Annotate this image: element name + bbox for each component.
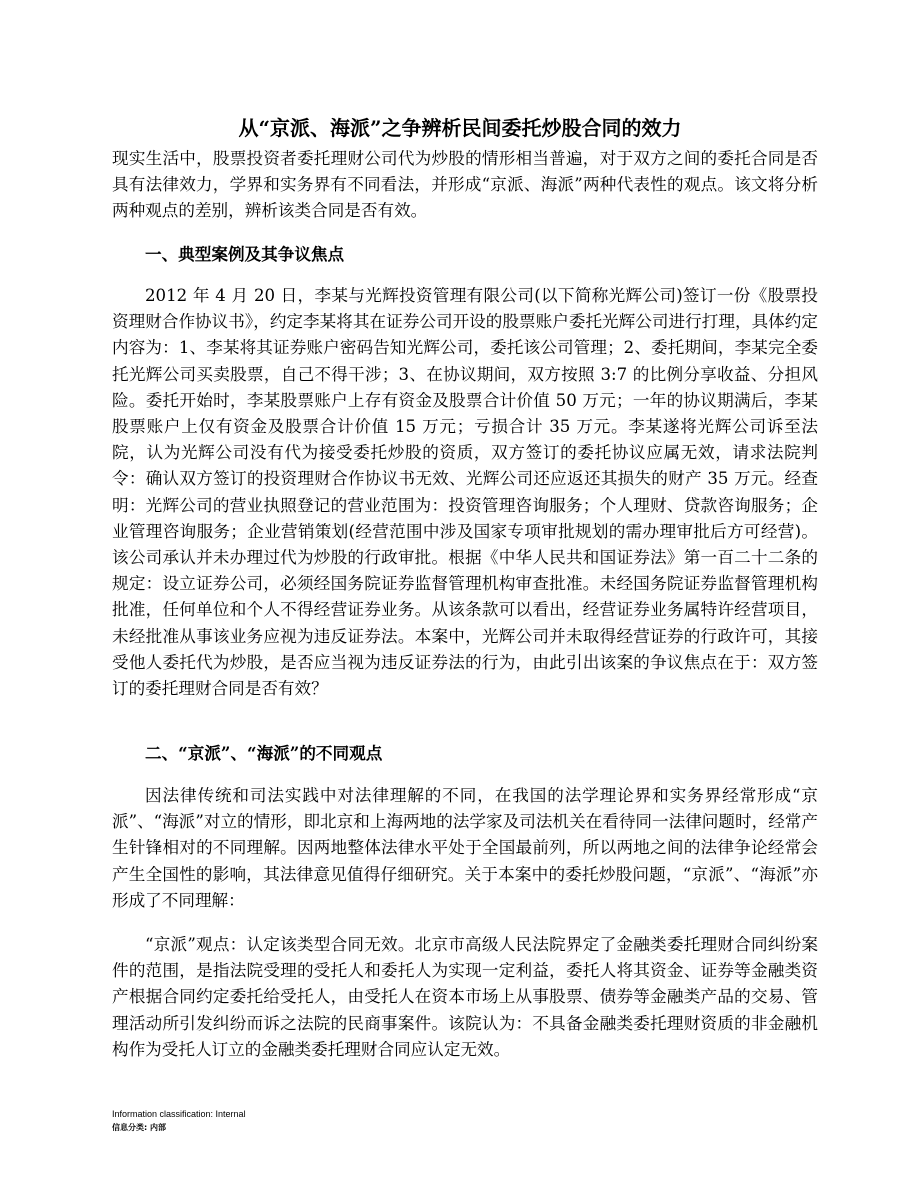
section-heading-2: 二、“京派”、“海派”的不同观点 <box>145 743 383 763</box>
intro-paragraph: 现实生活中，股票投资者委托理财公司代为炒股的情形相当普遍，对于双方之间的委托合同是否具有法律效力，学界和实务界有不同看法，并形成“京派、海派”两种代表性的观点。该文将分析两种观点的差别，辨析该类合同是否有效。 <box>112 149 818 221</box>
section-1-paragraph: 2012 年 4 月 20 日，李某与光辉投资管理有限公司(以下简称光辉公司)签订一份《股票投资理财合作协议书》，约定李某将其在证券公司开设的股票账户委托光辉公司进行打理，具体约定内容为：1、李某将其证券账户密码告知光辉公司，委托该公司管理；2、委托期间，李某完全委托光辉公司买卖股票，自己不得干涉；3、在协议期间，双方按照 3:7 的比例分享收益、分担风险。委托开始时，李某股票账户上存有资金及股票合计价值 50 万元；一年的协议期满后，李某股票账户上仅有资金及股票合计价值 15 万元；亏损合计 35 万元。李某遂将光辉公司诉至法院，认为光辉公司没有代为接受委托炒股的资质，双方签订的委托协议应属无效，请求法院判令：确认双方签订的投资理财合作协议书无效、光辉公司还应返还其损失的财产 35 万元。经查明：光辉公司的营业执照登记的营业范围为：投资管理咨询服务；个人理财、贷款咨询服务；企业管理咨询服务；企业营销策划(经营范围中涉及国家专项审批规划的需办理审批后方可经营)。该公司承认并未办理过代为炒股的行政审批。根据《中华人民共和国证券法》第一百二十二条的规定：设立证券公司，必须经国务院证券监督管理机构审查批准。未经国务院证券监督管理机构批准，任何单位和个人不得经营证券业务。从该条款可以看出，经营证券业务属特许经营项目，未经批准从事该业务应视为违反证券法。本案中，光辉公司并未取得经营证券的行政许可，其接受他人委托代为炒股，是否应当视为违反证券法的行为，由此引出该案的争议焦点在于：双方签订的委托理财合同是否有效？ <box>112 286 818 699</box>
page-title: 从“京派、海派”之争辨析民间委托炒股合同的效力 <box>238 116 682 140</box>
section-heading-1: 一、典型案例及其争议焦点 <box>145 244 345 264</box>
classification-label-zh: 信息分类: 内部 <box>112 1123 166 1132</box>
section-2-paragraph-1: 因法律传统和司法实践中对法律理解的不同，在我国的法学理论界和实务界经常形成“京派”、“海派”对立的情形，即北京和上海两地的法学家及司法机关在看待同一法律问题时，经常产生针锋相对的不同理解。因两地整体法律水平处于全国最前列，所以两地之间的法律争论经常会产生全国性的影响，其法律意见值得仔细研究。关于本案中的委托炒股问题，“京派”、“海派”亦形成了不同理解： <box>112 786 818 910</box>
classification-label-en: Information classification: Internal <box>112 1109 246 1119</box>
section-2-paragraph-2: “京派”观点：认定该类型合同无效。北京市高级人民法院界定了金融类委托理财合同纠纷案件的范围，是指法院受理的受托人和委托人为实现一定利益，委托人将其资金、证券等金融类资产根据合同约定委托给受托人，由受托人在资本市场上从事股票、债券等金融类产品的交易、管理活动所引发纠纷而诉之法院的民商事案件。该院认为：不具备金融类委托理财资质的非金融机构作为受托人订立的金融类委托理财合同应认定无效。 <box>112 935 818 1059</box>
